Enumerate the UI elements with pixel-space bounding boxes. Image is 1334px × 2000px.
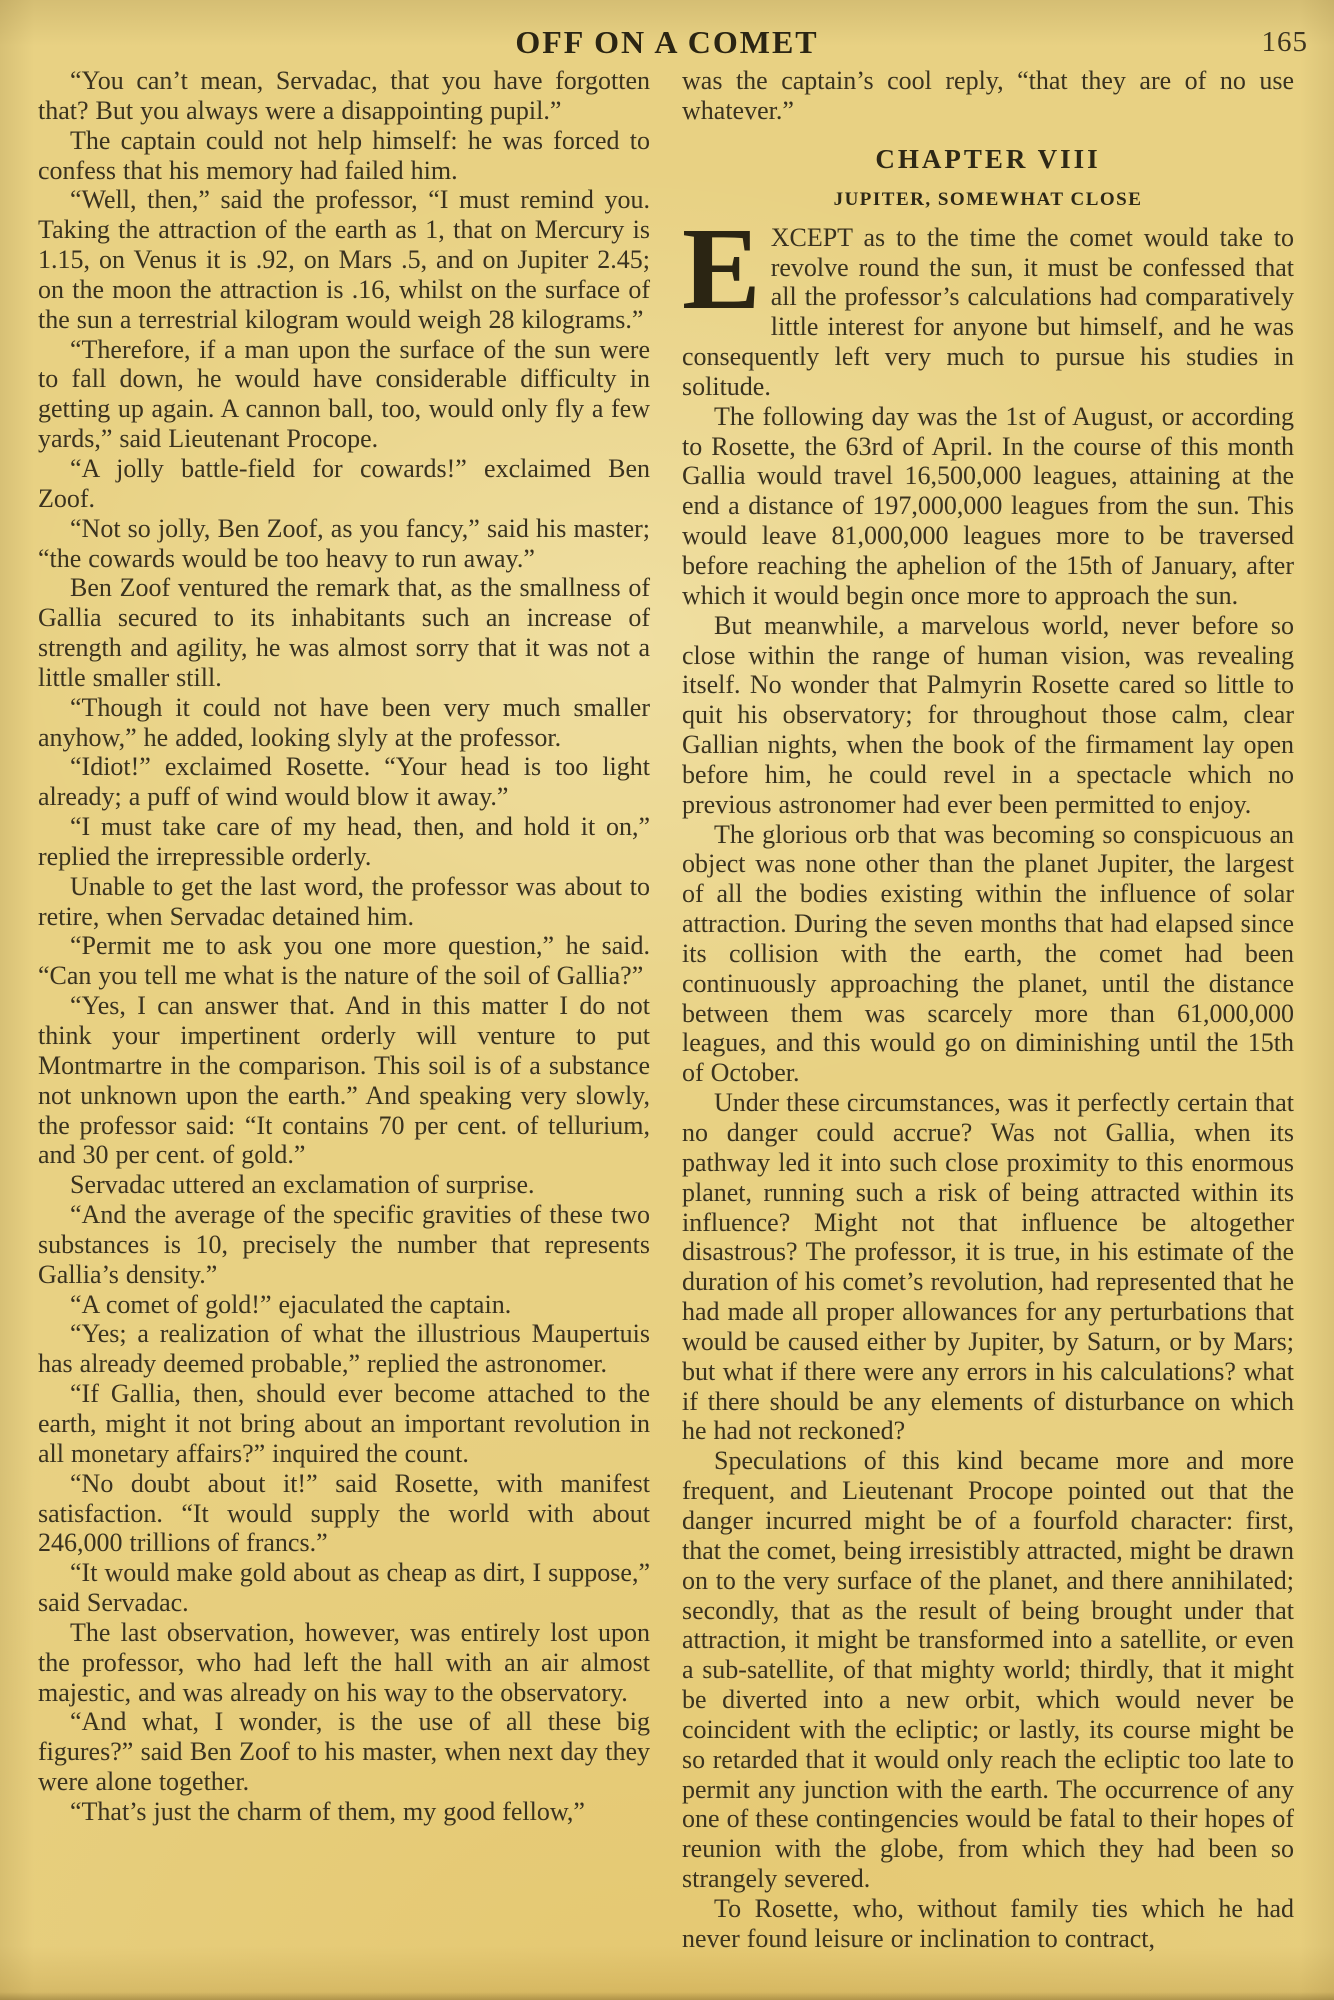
- right-column: [682, 66, 1294, 2000]
- paragraph: To Rosette, who, without family ties which he had never found leisure or inclination to contract,: [682, 1893, 1294, 1953]
- paragraph: The following day was the 1st of August, or according to Rosette, the 63rd of April. In the course of this month Gallia would travel 16,500,000 leagues, attaining at the end a distance of 197,000,000 leagues from the sun. This would leave 81,000,000 leagues more to be traversed before reaching the aphelion of the 15th of January, after which it would begin once more to approach the sun.: [682, 401, 1294, 610]
- paragraph: “I must take care of my head, then, and hold it on,” replied the irrepressible orderly.: [38, 812, 650, 871]
- paragraph: “And the average of the specific gravities of these two substances is 10, precisely the number that represents Gallia’s density.”: [38, 1200, 650, 1289]
- paragraph: “Permit me to ask you one more question,” he said. “Can you tell me what is the nature of the soil of Gallia?”: [38, 931, 650, 991]
- paragraph: “A jolly battle-field for cowards!” exclaimed Ben Zoof.: [38, 453, 650, 513]
- paragraph-text: XCEPT as to the time the comet would take to revolve round the sun, it must be confessed that all the professor’s calculations had comparatively little interest for anyone but himself, and he was consequently left very much to pursue his studies in solitude.: [682, 222, 1294, 401]
- paragraph: “If Gallia, then, should ever become attached to the earth, might it not bring about an important revolution in all monetary affairs?” inquired the count.: [38, 1379, 650, 1468]
- paragraph: “You can’t mean, Servadac, that you have forgotten that? But you always were a disappointing pupil.”: [38, 66, 650, 125]
- paragraph: “Well, then,” said the professor, “I must remind you. Taking the attraction of the earth as 1, that on Mercury is 1.15, on Venus it is .92, on Mars .5, and on Jupiter 2.45; on the moon the attraction is .16, whilst on the surface of the sun a terrestrial kilogram would weigh 28 kilograms.”: [38, 185, 650, 334]
- text-columns: [38, 66, 1294, 2000]
- paragraph: Ben Zoof ventured the remark that, as the smallness of Gallia secured to its inhabitants such an increase of strength and agility, he was almost sorry that it was not a little smaller still.: [38, 573, 650, 692]
- paragraph: Unable to get the last word, the professor was about to retire, when Servadac detained him.: [38, 871, 650, 931]
- page-bottom-shadow: [0, 1992, 1334, 2000]
- paragraph: Under these circumstances, was it perfectly certain that no danger could accrue? Was not Gallia, when its pathway led it into such close proximity to this enormous planet, running such a risk of being attracted within its influence? Might not that influence be altogether disastrous? The professor, it is true, in his estimate of the duration of his comet’s revolution, had represented that he had made all proper allowances for any perturbations that would be caused either by Jupiter, by Saturn, or by Mars; but what if there were any errors in his calculations? what if there should be any elements of disturbance on which he had not reckoned?: [682, 1088, 1294, 1446]
- chapter-subtitle: JUPITER, SOMEWHAT CLOSE: [833, 188, 1143, 210]
- paragraph: “A comet of gold!” ejaculated the captain.: [70, 1289, 512, 1319]
- drop-cap-letter: E: [682, 202, 761, 334]
- paragraph: The last observation, however, was entirely lost upon the professor, who had left the hall with an air almost majestic, and was already on his way to the observatory.: [38, 1617, 650, 1707]
- paragraph: “That’s just the charm of them, my good fellow,”: [70, 1796, 585, 1826]
- chapter-opening-paragraph: [682, 202, 1294, 402]
- paragraph: “Not so jolly, Ben Zoof, as you fancy,” said his master; “the cowards would be too heavy to run away.”: [38, 513, 650, 573]
- continuation-paragraph: was the captain’s cool reply, “that they are of no use whatever.”: [682, 66, 1294, 125]
- running-title: OFF ON A COMET: [515, 24, 819, 60]
- page-number: 165: [1261, 26, 1308, 58]
- paragraph: “Idiot!” exclaimed Rosette. “Your head is too light already; a puff of wind would blow it away.”: [38, 752, 650, 812]
- paragraph: “Yes, I can answer that. And in this matter I do not think your impertinent orderly will venture to put Montmartre in the comparison. This soil is of a substance not unknown upon the earth.” And speaking very slowly, the professor said: “It contains 70 per cent. of tellurium, and 30 per cent. of gold.”: [38, 991, 650, 1170]
- left-column: [38, 66, 650, 2000]
- paragraph: Servadac uttered an exclamation of surprise.: [70, 1170, 535, 1200]
- page-header: [0, 24, 1334, 64]
- paragraph: “And what, I wonder, is the use of all these big figures?” said Ben Zoof to his master, when next day they were alone together.: [38, 1707, 650, 1797]
- paragraph: “No doubt about it!” said Rosette, with manifest satisfaction. “It would supply the world with about 246,000 trillions of francs.”: [38, 1468, 650, 1558]
- paragraph: But meanwhile, a marvelous world, never before so close within the range of human vision, was revealing itself. No wonder that Palmyrin Rosette cared so little to quit his observatory; for throughout those calm, clear Gallian nights, when the book of the firmament lay open before him, he could revel in a spectacle which no previous astronomer had ever been permitted to enjoy.: [682, 610, 1294, 819]
- paragraph: “Though it could not have been very much smaller anyhow,” he added, looking slyly at the professor.: [38, 692, 650, 752]
- paragraph: “It would make gold about as cheap as dirt, I suppose,” said Servadac.: [38, 1558, 650, 1618]
- paragraph: “Yes; a realization of what the illustrious Maupertuis has already deemed probable,” replied the astronomer.: [38, 1319, 650, 1379]
- paragraph: “Therefore, if a man upon the surface of the sun were to fall down, he would have considerable difficulty in getting up again. A cannon ball, too, would only fly a few yards,” said Lieutenant Procope.: [38, 334, 650, 454]
- paragraph: Speculations of this kind became more and more frequent, and Lieutenant Procope pointed out that the danger incurred might be of a fourfold character: first, that the comet, being irresistibly attracted, might be drawn on to the very surface of the planet, and there annihilated; secondly, that as the result of being brought under that attraction, it might be transformed into a satellite, or even a sub-satellite, of that mighty world; thirdly, that it might be diverted into a new orbit, which would never be coincident with the ecliptic; or lastly, its course might be so retarded that it would only reach the ecliptic too late to permit any junction with the earth. The occurrence of any one of these contingencies would be fatal to their hopes of reunion with the globe, from which they had been so strangely severed.: [682, 1446, 1294, 1894]
- paragraph: The captain could not help himself: he was forced to confess that his memory had failed him.: [38, 125, 650, 185]
- paragraph: The glorious orb that was becoming so conspicuous an object was none other than the planet Jupiter, the largest of all the bodies existing within the influence of solar attraction. During the seven months that had elapsed since its collision with the earth, the comet had been continuously approaching the planet, until the distance between them was scarcely more than 61,000,000 leagues, and this would go on diminishing until the 15th of October.: [682, 819, 1294, 1088]
- chapter-heading: CHAPTER VIII: [875, 143, 1101, 174]
